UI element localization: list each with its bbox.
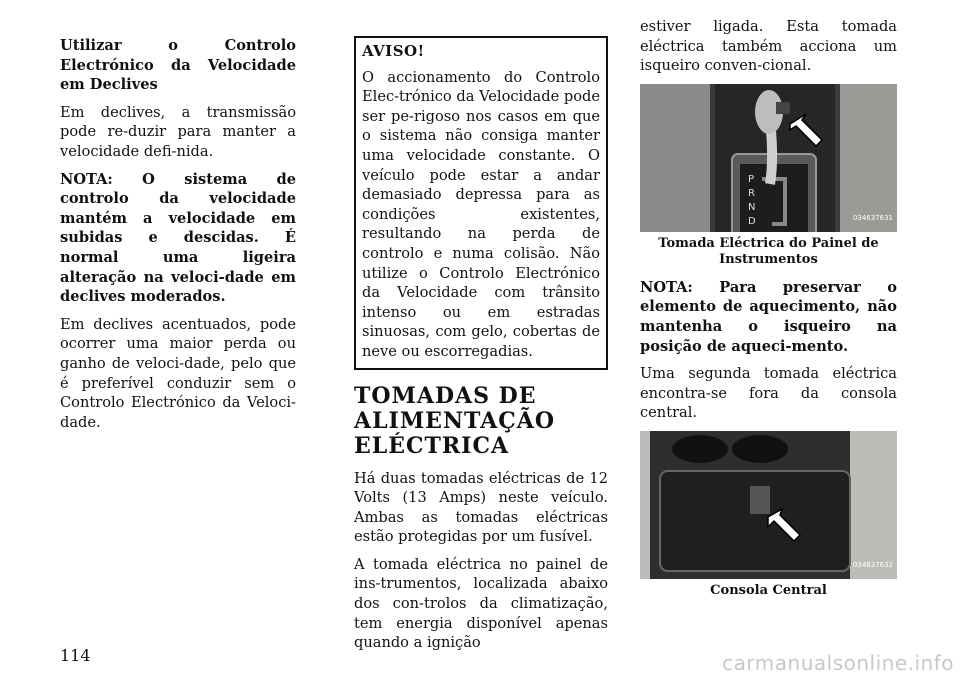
warning-box (354, 36, 608, 370)
section-title: TOMADAS DE ALIMENTAÇÃO ELÉCTRICA (354, 382, 556, 459)
note-paragraph: NOTA: Para preservar o elemento de aquecimento, não mantenha o isqueiro na posição de aqueci-mento. (640, 278, 897, 355)
right-column (640, 17, 897, 609)
paragraph: Em declives acentuados, pode ocorrer uma maior perda ou ganho de veloci-dade, pelo que é preferível conduzir sem o Controlo Electrónico da Veloci-dade. (60, 315, 296, 431)
figure-instrument-panel-outlet (640, 84, 897, 232)
svg-text:R: R (748, 187, 755, 199)
paragraph: estiver ligada. Esta tomada eléctrica também acciona um isqueiro conven-cional. (640, 18, 897, 75)
svg-text:D: D (748, 215, 756, 227)
paragraph: Uma segunda tomada eléctrica encontra-se fora da consola central. (640, 365, 897, 422)
left-column (60, 36, 296, 440)
svg-text:N: N (748, 201, 756, 213)
subsection-heading: Utilizar o Controlo Electrónico da Velocidade em Declives (60, 37, 296, 94)
warning-title: AVISO! (362, 42, 425, 60)
warning-text: O accionamento do Controlo Elec-trónico da Velocidade pode ser pe-rigoso nos casos em que o sistema não consiga manter uma velocidade constante. O veículo pode estar a andar demasiado depressa para as condições existentes, resultando na perda de controlo e numa colisão. Não utilize o Controlo Electrónico da Velocidade com trânsito intenso ou em estradas sinuosas, com gelo, cobertas de neve ou escorregadias. (362, 68, 600, 360)
middle-column (354, 36, 608, 661)
svg-text:P: P (748, 173, 755, 185)
paragraph: A tomada eléctrica no painel de ins-trumentos, localizada abaixo dos con-trolos da climatização, tem energia disponível apenas quando a ignição (354, 555, 608, 652)
paragraph: Em declives, a transmissão pode re-duzir para manter a velocidade defi-nida. (60, 103, 296, 160)
figure-center-console (640, 431, 897, 579)
figure-caption: Consola Central (710, 582, 827, 598)
figure-caption: Tomada Eléctrica do Painel de Instrumentos (658, 235, 879, 267)
page-number: 114 (60, 646, 91, 665)
figure-code: 034637631 (852, 214, 893, 223)
note-paragraph: NOTA: O sistema de controlo da velocidade mantém a velocidade em subidas e descidas. É normal uma ligeira alteração na veloci-dade em declives moderados. (60, 170, 296, 306)
paragraph: Há duas tomadas eléctricas de 12 Volts (13 Amps) neste veículo. Ambas as tomadas eléctricas estão protegidas por um fusível. (354, 469, 608, 546)
figure-code: 034637632 (852, 561, 893, 570)
watermark: carmanualsonline.info (722, 651, 954, 675)
